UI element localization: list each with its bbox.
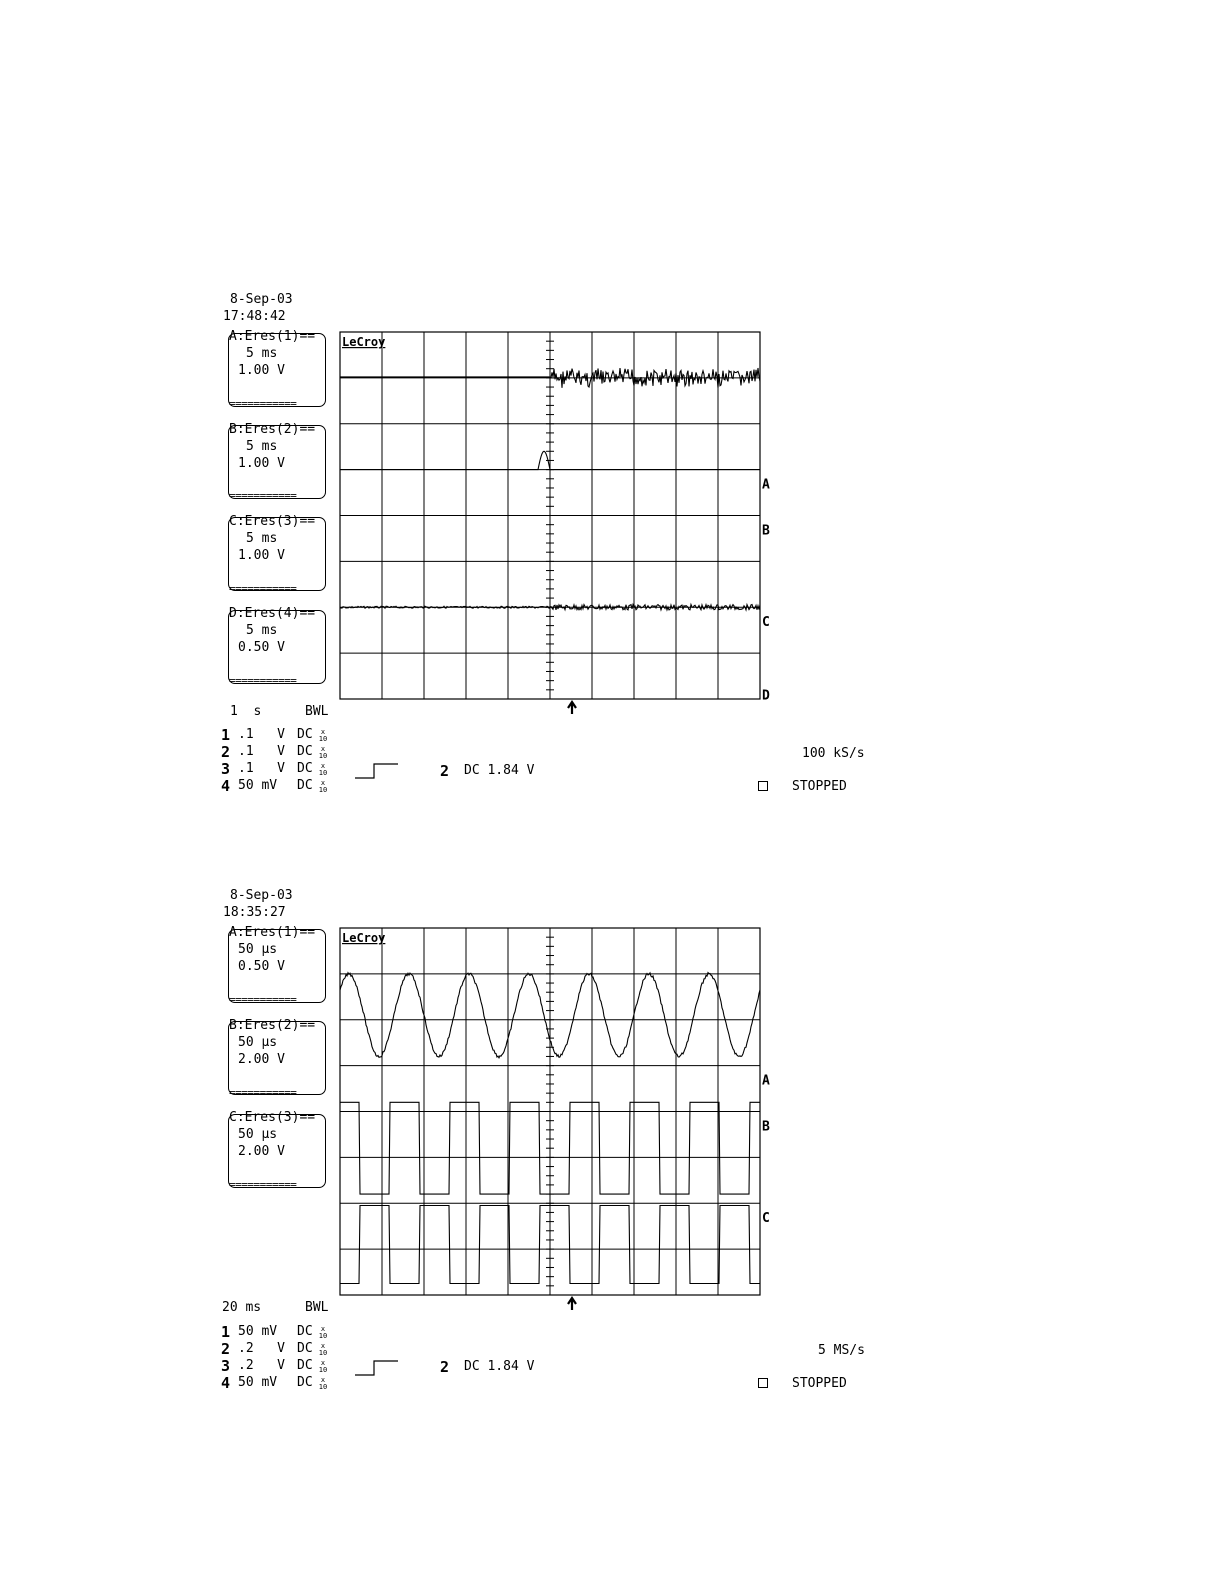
trace-label: B:Eres(2)== xyxy=(229,422,316,437)
channel-scale: .1 V xyxy=(238,727,285,742)
scope-screen-2 xyxy=(339,927,781,1312)
trace-marker-c: C xyxy=(762,615,770,631)
capture-date: 8-Sep-03 xyxy=(230,888,293,903)
channel-coupling: DC xyxy=(297,1358,313,1373)
trace-marker-c: C xyxy=(762,1211,770,1227)
timebase: 20 ms xyxy=(222,1300,262,1315)
channel-number: 1 xyxy=(221,726,231,744)
channel-coupling: DC xyxy=(297,744,313,759)
sample-rate: 100 kS/s xyxy=(802,746,865,761)
probe-x10-mark: x 10 xyxy=(318,1325,328,1340)
capture-time: 18:35:27 xyxy=(223,905,286,920)
status-square-icon xyxy=(758,781,768,791)
trace-volts-div: 2.00 V xyxy=(238,1052,285,1067)
trace-time-div: 5 ms xyxy=(246,346,278,361)
channel-coupling: DC xyxy=(297,1324,313,1339)
capture-date: 8-Sep-03 xyxy=(230,292,293,307)
trace-label: A:Eres(1)== xyxy=(229,329,316,344)
graticule xyxy=(340,928,760,1295)
timebase: 1 s xyxy=(230,704,262,719)
channel-scale: .1 V xyxy=(238,744,285,759)
trigger-level: DC 1.84 V xyxy=(464,1359,535,1374)
trace-volts-div: 2.00 V xyxy=(238,1144,285,1159)
brand-label: LeCroy xyxy=(342,335,386,349)
probe-x10-mark: x 10 xyxy=(318,1342,328,1357)
trace-marker-b: B xyxy=(762,523,770,539)
trace-label: D:Eres(4)== xyxy=(229,606,316,621)
sample-rate: 5 MS/s xyxy=(818,1343,865,1358)
trigger-edge-icon xyxy=(354,762,400,780)
acquisition-status: STOPPED xyxy=(792,1376,847,1391)
status-square-icon xyxy=(758,1378,768,1388)
channel-coupling: DC xyxy=(297,1341,313,1356)
channel-scale: .1 V xyxy=(238,761,285,776)
trace-time-div: 50 µs xyxy=(238,1035,278,1050)
bwl-label: BWL xyxy=(305,704,329,719)
trace-marker-a: A xyxy=(762,1073,770,1089)
trace-marker-b: B xyxy=(762,1119,770,1135)
scope-screen-1 xyxy=(339,331,781,716)
trace-label: C:Eres(3)== xyxy=(229,1110,316,1125)
channel-scale: .2 V xyxy=(238,1358,285,1373)
probe-x10-mark: x 10 xyxy=(318,728,328,743)
trigger-edge-icon xyxy=(354,1359,400,1377)
trace-marker-a: A xyxy=(762,477,770,493)
trace-time-div: 5 ms xyxy=(246,623,278,638)
trigger-channel: 2 xyxy=(440,762,450,780)
probe-x10-mark: x 10 xyxy=(318,745,328,760)
trigger-arrow-icon xyxy=(568,1298,576,1310)
trace-volts-div: 1.00 V xyxy=(238,548,285,563)
trace-time-div: 5 ms xyxy=(246,531,278,546)
probe-x10-mark: x 10 xyxy=(318,779,328,794)
channel-scale: 50 mV xyxy=(238,1324,278,1339)
channel-coupling: DC xyxy=(297,778,313,793)
channel-coupling: DC xyxy=(297,1375,313,1390)
acquisition-status: STOPPED xyxy=(792,779,847,794)
bwl-label: BWL xyxy=(305,1300,329,1315)
trace-volts-div: 1.00 V xyxy=(238,363,285,378)
channel-number: 3 xyxy=(221,760,231,778)
channel-scale: 50 mV xyxy=(238,778,278,793)
capture-time: 17:48:42 xyxy=(223,309,286,324)
trace-label: C:Eres(3)== xyxy=(229,514,316,529)
brand-label: LeCroy xyxy=(342,931,386,945)
channel-number: 2 xyxy=(221,1340,231,1358)
channel-number: 4 xyxy=(221,1374,231,1392)
channel-scale: .2 V xyxy=(238,1341,285,1356)
trace-time-div: 50 µs xyxy=(238,942,278,957)
probe-x10-mark: x 10 xyxy=(318,1359,328,1374)
trace-volts-div: 1.00 V xyxy=(238,456,285,471)
trigger-arrow-icon xyxy=(568,702,576,714)
channel-number: 1 xyxy=(221,1323,231,1341)
channel-number: 4 xyxy=(221,777,231,795)
channel-coupling: DC xyxy=(297,761,313,776)
channel-number: 2 xyxy=(221,743,231,761)
trace-volts-div: 0.50 V xyxy=(238,959,285,974)
trace-time-div: 5 ms xyxy=(246,439,278,454)
trace-volts-div: 0.50 V xyxy=(238,640,285,655)
trace-label: A:Eres(1)== xyxy=(229,925,316,940)
probe-x10-mark: x 10 xyxy=(318,1376,328,1391)
trace-time-div: 50 µs xyxy=(238,1127,278,1142)
probe-x10-mark: x 10 xyxy=(318,762,328,777)
trace-marker-d: D xyxy=(762,688,770,704)
channel-coupling: DC xyxy=(297,727,313,742)
channel-scale: 50 mV xyxy=(238,1375,278,1390)
trigger-channel: 2 xyxy=(440,1358,450,1376)
trace-label: B:Eres(2)== xyxy=(229,1018,316,1033)
channel-number: 3 xyxy=(221,1357,231,1375)
trigger-level: DC 1.84 V xyxy=(464,763,535,778)
